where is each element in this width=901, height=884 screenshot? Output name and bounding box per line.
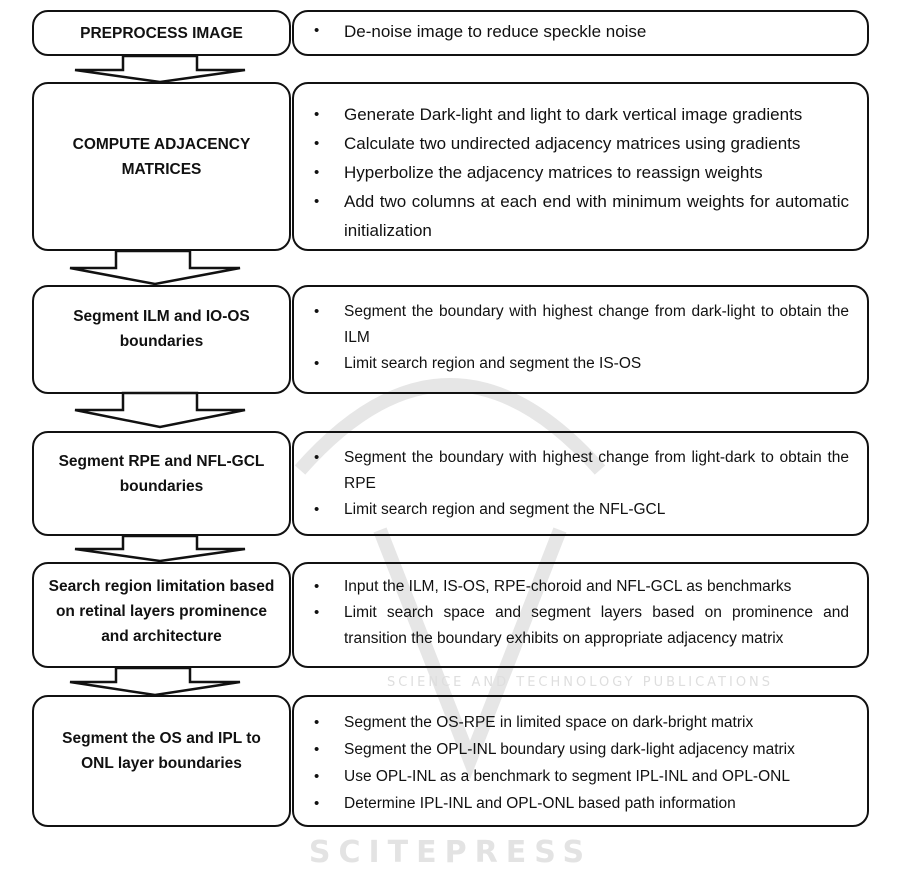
step-2-title: COMPUTE ADJACENCY MATRICES xyxy=(72,136,251,178)
step-4-bullet: • Limit search region and segment the NFL-GCL xyxy=(308,497,849,523)
step-6-bullet: • Use OPL-INL as a benchmark to segment IPL-INL and OPL-ONL xyxy=(308,763,849,790)
step-1-details-box xyxy=(292,10,869,56)
down-arrow-2 xyxy=(70,251,240,284)
step-2-details-box xyxy=(292,82,869,251)
step-2-bullet: • Generate Dark-light and light to dark vertical image gradients xyxy=(308,100,849,129)
step-3-title: Segment ILM and IO-OS boundaries xyxy=(73,308,250,350)
step-2-bullet: • Add two columns at each end with minimum weights for automatic initialization xyxy=(308,187,849,245)
step-2-bullets xyxy=(308,100,849,245)
step-5-bullet: • Limit search space and segment layers based on prominence and transition the boundary exhibits on appropriate adjacency matrix xyxy=(308,600,849,652)
watermark-subtitle: SCIENCE AND TECHNOLOGY PUBLICATIONS xyxy=(386,675,774,690)
step-4-bullets xyxy=(308,445,849,523)
step-6-bullets xyxy=(308,709,849,817)
step-3-bullet: • Segment the boundary with highest change from dark-light to obtain the ILM xyxy=(308,299,849,351)
down-arrow-4 xyxy=(75,536,245,561)
step-2-bullet: • Calculate two undirected adjacency matrices using gradients xyxy=(308,129,849,158)
step-3-details-box xyxy=(292,285,869,394)
step-5-title-box xyxy=(32,562,291,668)
step-3-bullet: • Limit search region and segment the IS-OS xyxy=(308,351,849,377)
step-6-title-box xyxy=(32,695,291,827)
step-5-title: Search region limitation based on retinal layers prominence and architecture xyxy=(48,578,275,645)
step-6-bullet: • Segment the OPL-INL boundary using dark-light adjacency matrix xyxy=(308,736,849,763)
step-4-title-box xyxy=(32,431,291,536)
watermark-title: SCITEPRESS xyxy=(308,835,593,870)
step-5-bullet: • Input the ILM, IS-OS, RPE-choroid and NFL-GCL as benchmarks xyxy=(308,574,849,600)
step-5-details-box xyxy=(292,562,869,668)
step-2-bullet: • Hyperbolize the adjacency matrices to reassign weights xyxy=(308,158,849,187)
step-4-title: Segment RPE and NFL-GCL boundaries xyxy=(58,453,265,495)
step-1-bullets xyxy=(308,22,849,42)
step-1-title: PREPROCESS IMAGE xyxy=(80,24,243,42)
step-1-title-box xyxy=(32,10,291,56)
step-3-title-box xyxy=(32,285,291,394)
step-6-bullet: • Segment the OS-RPE in limited space on dark-bright matrix xyxy=(308,709,849,736)
step-3-bullets xyxy=(308,299,849,377)
step-6-title: Segment the OS and IPL to ONL layer boundaries xyxy=(62,730,261,772)
step-4-bullet: • Segment the boundary with highest change from light-dark to obtain the RPE xyxy=(308,445,849,497)
step-6-bullet: • Determine IPL-INL and OPL-ONL based path information xyxy=(308,790,849,817)
down-arrow-3 xyxy=(75,393,245,427)
down-arrow-1 xyxy=(75,56,245,82)
step-1-bullet: • De-noise image to reduce speckle noise xyxy=(308,22,849,42)
step-2-title-box xyxy=(32,82,291,251)
step-5-bullets xyxy=(308,574,849,652)
down-arrow-5 xyxy=(70,668,240,695)
step-6-details-box xyxy=(292,695,869,827)
step-4-details-box xyxy=(292,431,869,536)
